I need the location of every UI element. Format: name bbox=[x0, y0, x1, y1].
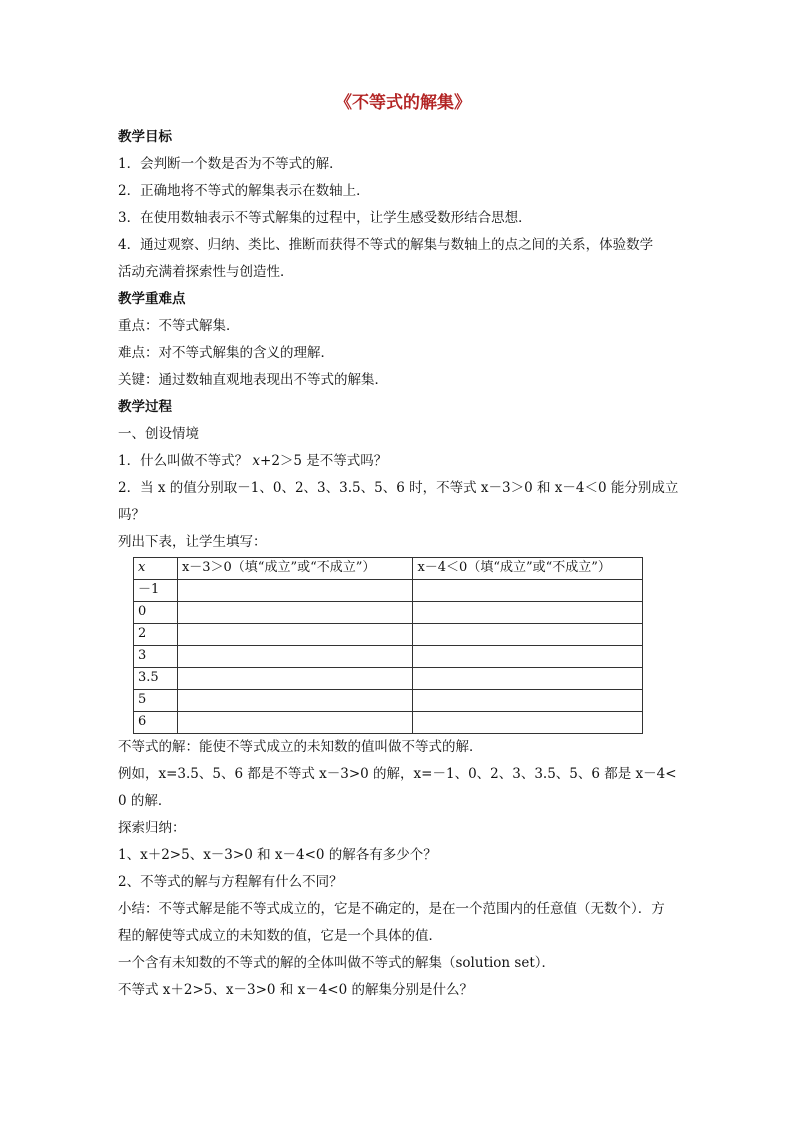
table-header-row bbox=[134, 558, 643, 580]
goal-item-4-cont: 活动充满着探索性与创造性． bbox=[118, 264, 294, 280]
table-cell-x: －1 bbox=[134, 580, 178, 602]
document-title: 《不等式的解集》 bbox=[335, 93, 471, 113]
table-row bbox=[134, 646, 643, 668]
table-cell-blank[interactable] bbox=[177, 580, 413, 602]
goal-item-2: 2．正确地将不等式的解集表示在数轴上． bbox=[118, 183, 370, 199]
table-cell-x: 0 bbox=[134, 602, 178, 624]
table-cell-blank[interactable] bbox=[177, 624, 413, 646]
key-point-focus: 重点：不等式解集． bbox=[118, 318, 240, 334]
explore-question-2: 2、不等式的解与方程解有什么不同？ bbox=[118, 874, 343, 890]
explore-label: 探索归纳： bbox=[118, 820, 186, 836]
table-header-ineq1: x－3＞0（填“成立”或“不成立”） bbox=[177, 558, 413, 580]
example-text-cont: 0 的解． bbox=[118, 793, 172, 809]
section-title-1: 一、创设情境 bbox=[118, 426, 199, 442]
table-cell-blank[interactable] bbox=[177, 690, 413, 712]
table-header-ineq2: x－4＜0（填“成立”或“不成立”） bbox=[413, 558, 643, 580]
key-point-difficulty: 难点：对不等式解集的含义的理解． bbox=[118, 345, 334, 361]
table-intro: 列出下表，让学生填写： bbox=[118, 534, 267, 550]
table-cell-blank[interactable] bbox=[413, 602, 643, 624]
table-header-x: x bbox=[134, 558, 178, 580]
table-cell-blank[interactable] bbox=[177, 602, 413, 624]
summary-text: 小结：不等式解是能不等式成立的，它是不确定的，是在一个范围内的任意值（无数个）．方 bbox=[118, 901, 665, 917]
explore-question-1: 1、x＋2>5、x－3>0 和 x－4<0 的解各有多少个？ bbox=[118, 847, 437, 863]
goal-item-1: 1．会判断一个数是否为不等式的解． bbox=[118, 156, 343, 172]
table-cell-x: 3 bbox=[134, 646, 178, 668]
table-cell-blank[interactable] bbox=[177, 668, 413, 690]
question-2: 2．当 x 的值分别取－1、0、2、3、3.5、5、6 时，不等式 x－3＞0 和 x－4＜0 能分别成立 bbox=[118, 480, 679, 496]
table-cell-blank[interactable] bbox=[413, 668, 643, 690]
table-row bbox=[134, 602, 643, 624]
key-points-heading: 教学重难点 bbox=[118, 291, 186, 307]
question-2-cont: 吗？ bbox=[118, 507, 145, 523]
goal-item-3: 3．在使用数轴表示不等式解集的过程中，让学生感受数形结合思想． bbox=[118, 210, 532, 226]
goal-item-4: 4．通过观察、归纳、类比、推断而获得不等式的解集与数轴上的点之间的关系，体验数学 bbox=[118, 237, 654, 253]
table-cell-blank[interactable] bbox=[413, 580, 643, 602]
table-cell-x: 5 bbox=[134, 690, 178, 712]
table-row bbox=[134, 690, 643, 712]
table-row bbox=[134, 624, 643, 646]
table-cell-x: 6 bbox=[134, 712, 178, 734]
table-cell-x: 3.5 bbox=[134, 668, 178, 690]
table-cell-blank[interactable] bbox=[413, 646, 643, 668]
solution-set-definition: 一个含有未知数的不等式的解的全体叫做不等式的解集（solution set）． bbox=[118, 955, 556, 971]
goals-heading: 教学目标 bbox=[118, 129, 172, 145]
table-cell-blank[interactable] bbox=[177, 646, 413, 668]
final-question: 不等式 x＋2>5、x－3>0 和 x－4<0 的解集分别是什么？ bbox=[118, 982, 473, 998]
summary-text-cont: 程的解使等式成立的未知数的值，它是一个具体的值． bbox=[118, 928, 442, 944]
question-1-suffix: +2＞5 是不等式吗？ bbox=[260, 453, 388, 469]
table-cell-blank[interactable] bbox=[177, 712, 413, 734]
key-point-key: 关键：通过数轴直观地表现出不等式的解集． bbox=[118, 372, 388, 388]
table-row bbox=[134, 668, 643, 690]
table-cell-blank[interactable] bbox=[413, 624, 643, 646]
question-1-variable: x bbox=[252, 453, 261, 469]
table-row bbox=[134, 712, 643, 734]
definition-text: 不等式的解：能使不等式成立的未知数的值叫做不等式的解． bbox=[118, 739, 483, 755]
table-cell-blank[interactable] bbox=[413, 690, 643, 712]
example-text: 例如，x=3.5、5、6 都是不等式 x－3>0 的解，x=－1、0、2、3、3.5、5、6 都是 x－4< bbox=[118, 766, 677, 782]
process-heading: 教学过程 bbox=[118, 399, 172, 415]
question-1-prefix: 1．什么叫做不等式？ bbox=[118, 453, 253, 469]
question-1 bbox=[118, 448, 680, 475]
table-cell-blank[interactable] bbox=[413, 712, 643, 734]
fill-in-table bbox=[133, 557, 643, 734]
table-row bbox=[134, 580, 643, 602]
document-page bbox=[118, 92, 680, 1004]
table-cell-x: 2 bbox=[134, 624, 178, 646]
